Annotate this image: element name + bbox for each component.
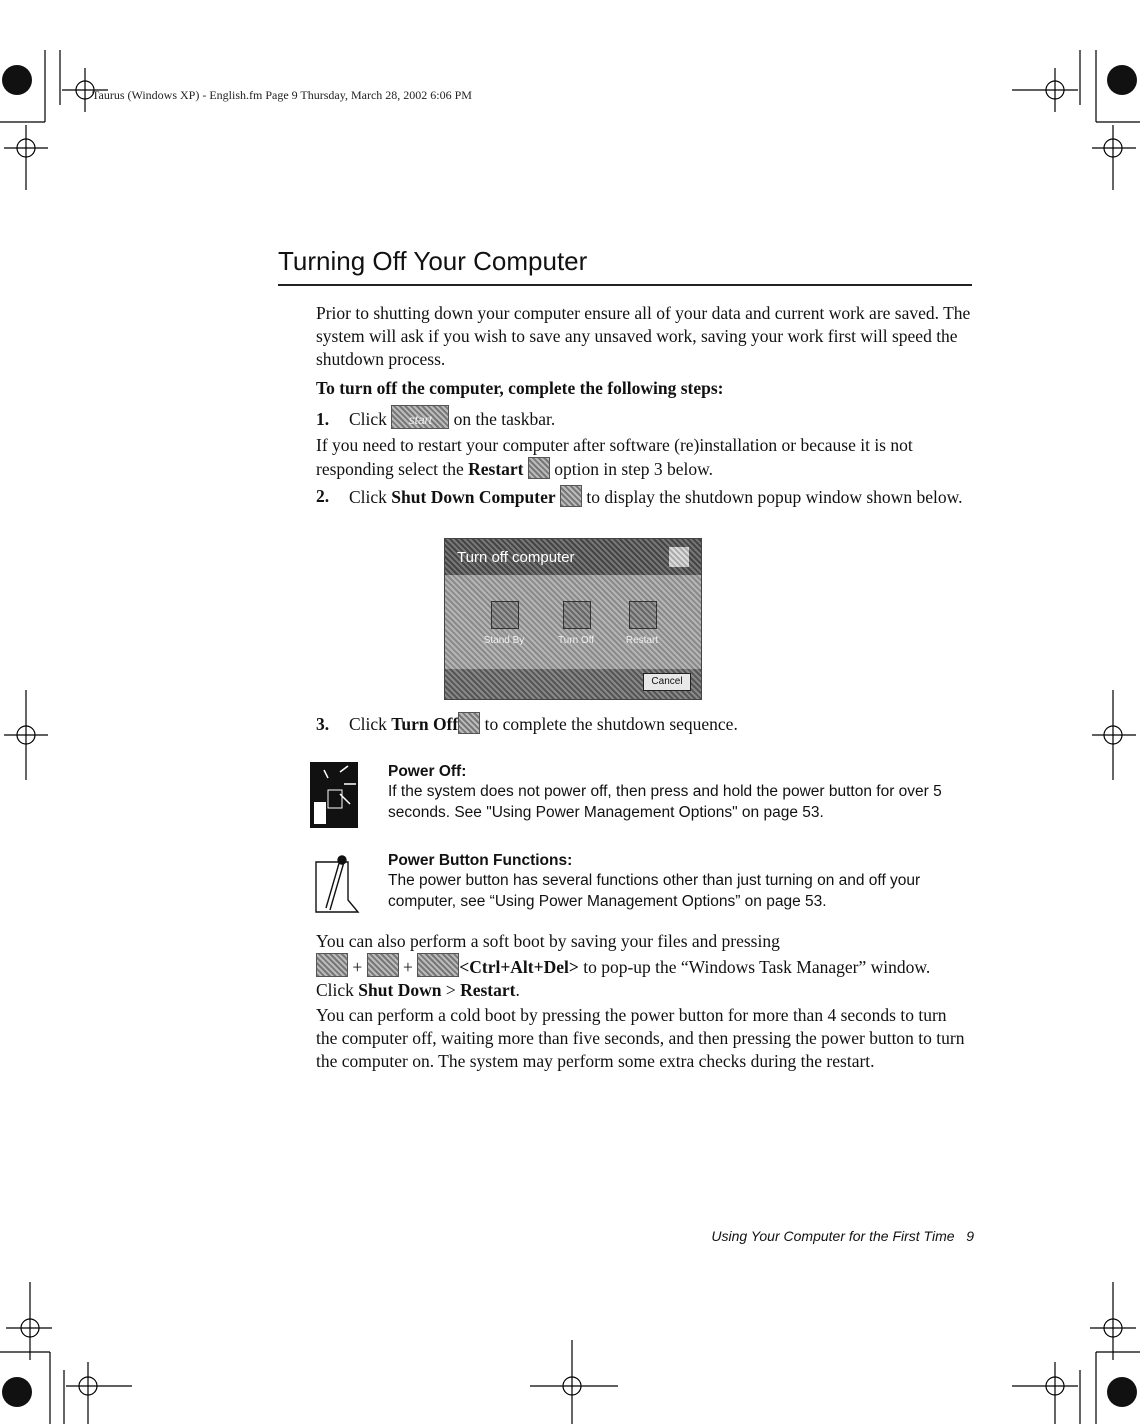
soft-boot-line-3: [316, 979, 972, 1002]
soft-boot-line-1: You can also perform a soft boot by saving your files and pressing: [316, 931, 780, 951]
turn-off-icon: [563, 601, 591, 629]
dialog-header: [445, 539, 701, 575]
note-power-off-text: If the system does not power off, then press and hold the power button for over 5 seconds. See "Using Power Management Options" on page 53.: [388, 783, 942, 821]
soft-boot-line-2: [316, 953, 972, 979]
start-button-icon: [391, 405, 449, 429]
start-button-label: start: [408, 413, 432, 427]
step-1-number: 1.: [316, 409, 330, 429]
key-combo: <Ctrl+Alt+Del>: [459, 957, 579, 977]
step-3-number: 3.: [316, 714, 330, 734]
title-rule: [278, 284, 972, 286]
note-power-off: [388, 763, 972, 823]
dialog-footer: [445, 669, 701, 699]
stand-by-label: Stand By: [483, 635, 525, 646]
stand-by-icon: [491, 601, 519, 629]
soft-boot-gt: >: [445, 980, 456, 1000]
cold-boot-paragraph: You can perform a cold boot by pressing the power button for more than 4 seconds to turn the computer off, waiting more than five seconds, and then pressing the power button to turn the computer on. The system may perform some extra checks during the restart.: [316, 1005, 965, 1071]
cancel-button: Cancel: [643, 673, 691, 691]
intro-paragraph: Prior to shutting down your computer ensure all of your data and current work are saved. The system will ask if you wish to save any unsaved work, saving your work first will speed the shutdown process.: [316, 303, 971, 369]
soft-boot-shut-down: Shut Down: [358, 980, 442, 1000]
note-power-button-title: Power Button Functions:: [388, 852, 573, 869]
dialog-title: Turn off computer: [457, 549, 575, 566]
file-slug: Taurus (Windows XP) - English.fm Page 9 Thursday, March 28, 2002 6:06 PM: [92, 88, 472, 102]
step-2-pre: Click: [349, 487, 387, 507]
ctrl-key-icon: [316, 953, 348, 977]
restart-note: [316, 434, 972, 481]
step-3: [316, 712, 972, 736]
step-1: [316, 405, 972, 431]
turn-off-inline-icon: [458, 712, 480, 734]
soft-boot-post: to pop-up the “Windows Task Manager” window.: [583, 957, 931, 977]
alt-key-icon: [367, 953, 399, 977]
shut-down-icon: [560, 485, 582, 507]
restart-dialog-icon: [629, 601, 657, 629]
note-power-button-text: The power button has several functions other than just turning on and off your computer, see “Using Power Management Options” on page 53.: [388, 872, 921, 910]
warning-note-icon: [310, 762, 358, 828]
step-1-pre: Click: [349, 409, 387, 429]
soft-boot-click: Click: [316, 980, 354, 1000]
lightning-icon: [310, 762, 358, 828]
delete-key-icon: [417, 953, 459, 977]
restart-note-post: option in step 3 below.: [554, 459, 714, 479]
steps-heading: To turn off the computer, complete the following steps:: [316, 378, 724, 398]
page-footer: Using Your Computer for the First Time 9: [711, 1228, 974, 1244]
step-2-bold: Shut Down Computer: [391, 487, 556, 507]
step-2-number: 2.: [316, 486, 330, 506]
memo-note-icon: [310, 852, 360, 920]
note-power-button: [388, 852, 972, 912]
step-3-bold: Turn Off: [391, 714, 459, 734]
plus-1: +: [352, 957, 363, 977]
turn-off-dialog-screenshot: [444, 538, 702, 700]
soft-boot-restart: Restart: [460, 980, 516, 1000]
step-2: [316, 485, 972, 509]
windows-logo-icon: [669, 547, 689, 567]
step-3-pre: Click: [349, 714, 387, 734]
restart-icon: [528, 457, 550, 479]
page-title: Turning Off Your Computer: [278, 246, 588, 276]
restart-note-bold: Restart: [468, 459, 524, 479]
soft-boot-paragraph: [316, 930, 972, 1002]
note-power-off-title: Power Off:: [388, 763, 467, 780]
step-2-post: to display the shutdown popup window shown below.: [586, 487, 963, 507]
step-3-post: to complete the shutdown sequence.: [484, 714, 738, 734]
restart-label: Restart: [625, 635, 659, 646]
soft-boot-period: .: [515, 980, 520, 1000]
turn-off-label: Turn Off: [557, 635, 595, 646]
step-1-post: on the taskbar.: [453, 409, 556, 429]
restart-note-pre: If you need to restart your computer after software (re)installation or because it is not responding select the: [316, 435, 913, 479]
plus-2: +: [403, 957, 413, 977]
